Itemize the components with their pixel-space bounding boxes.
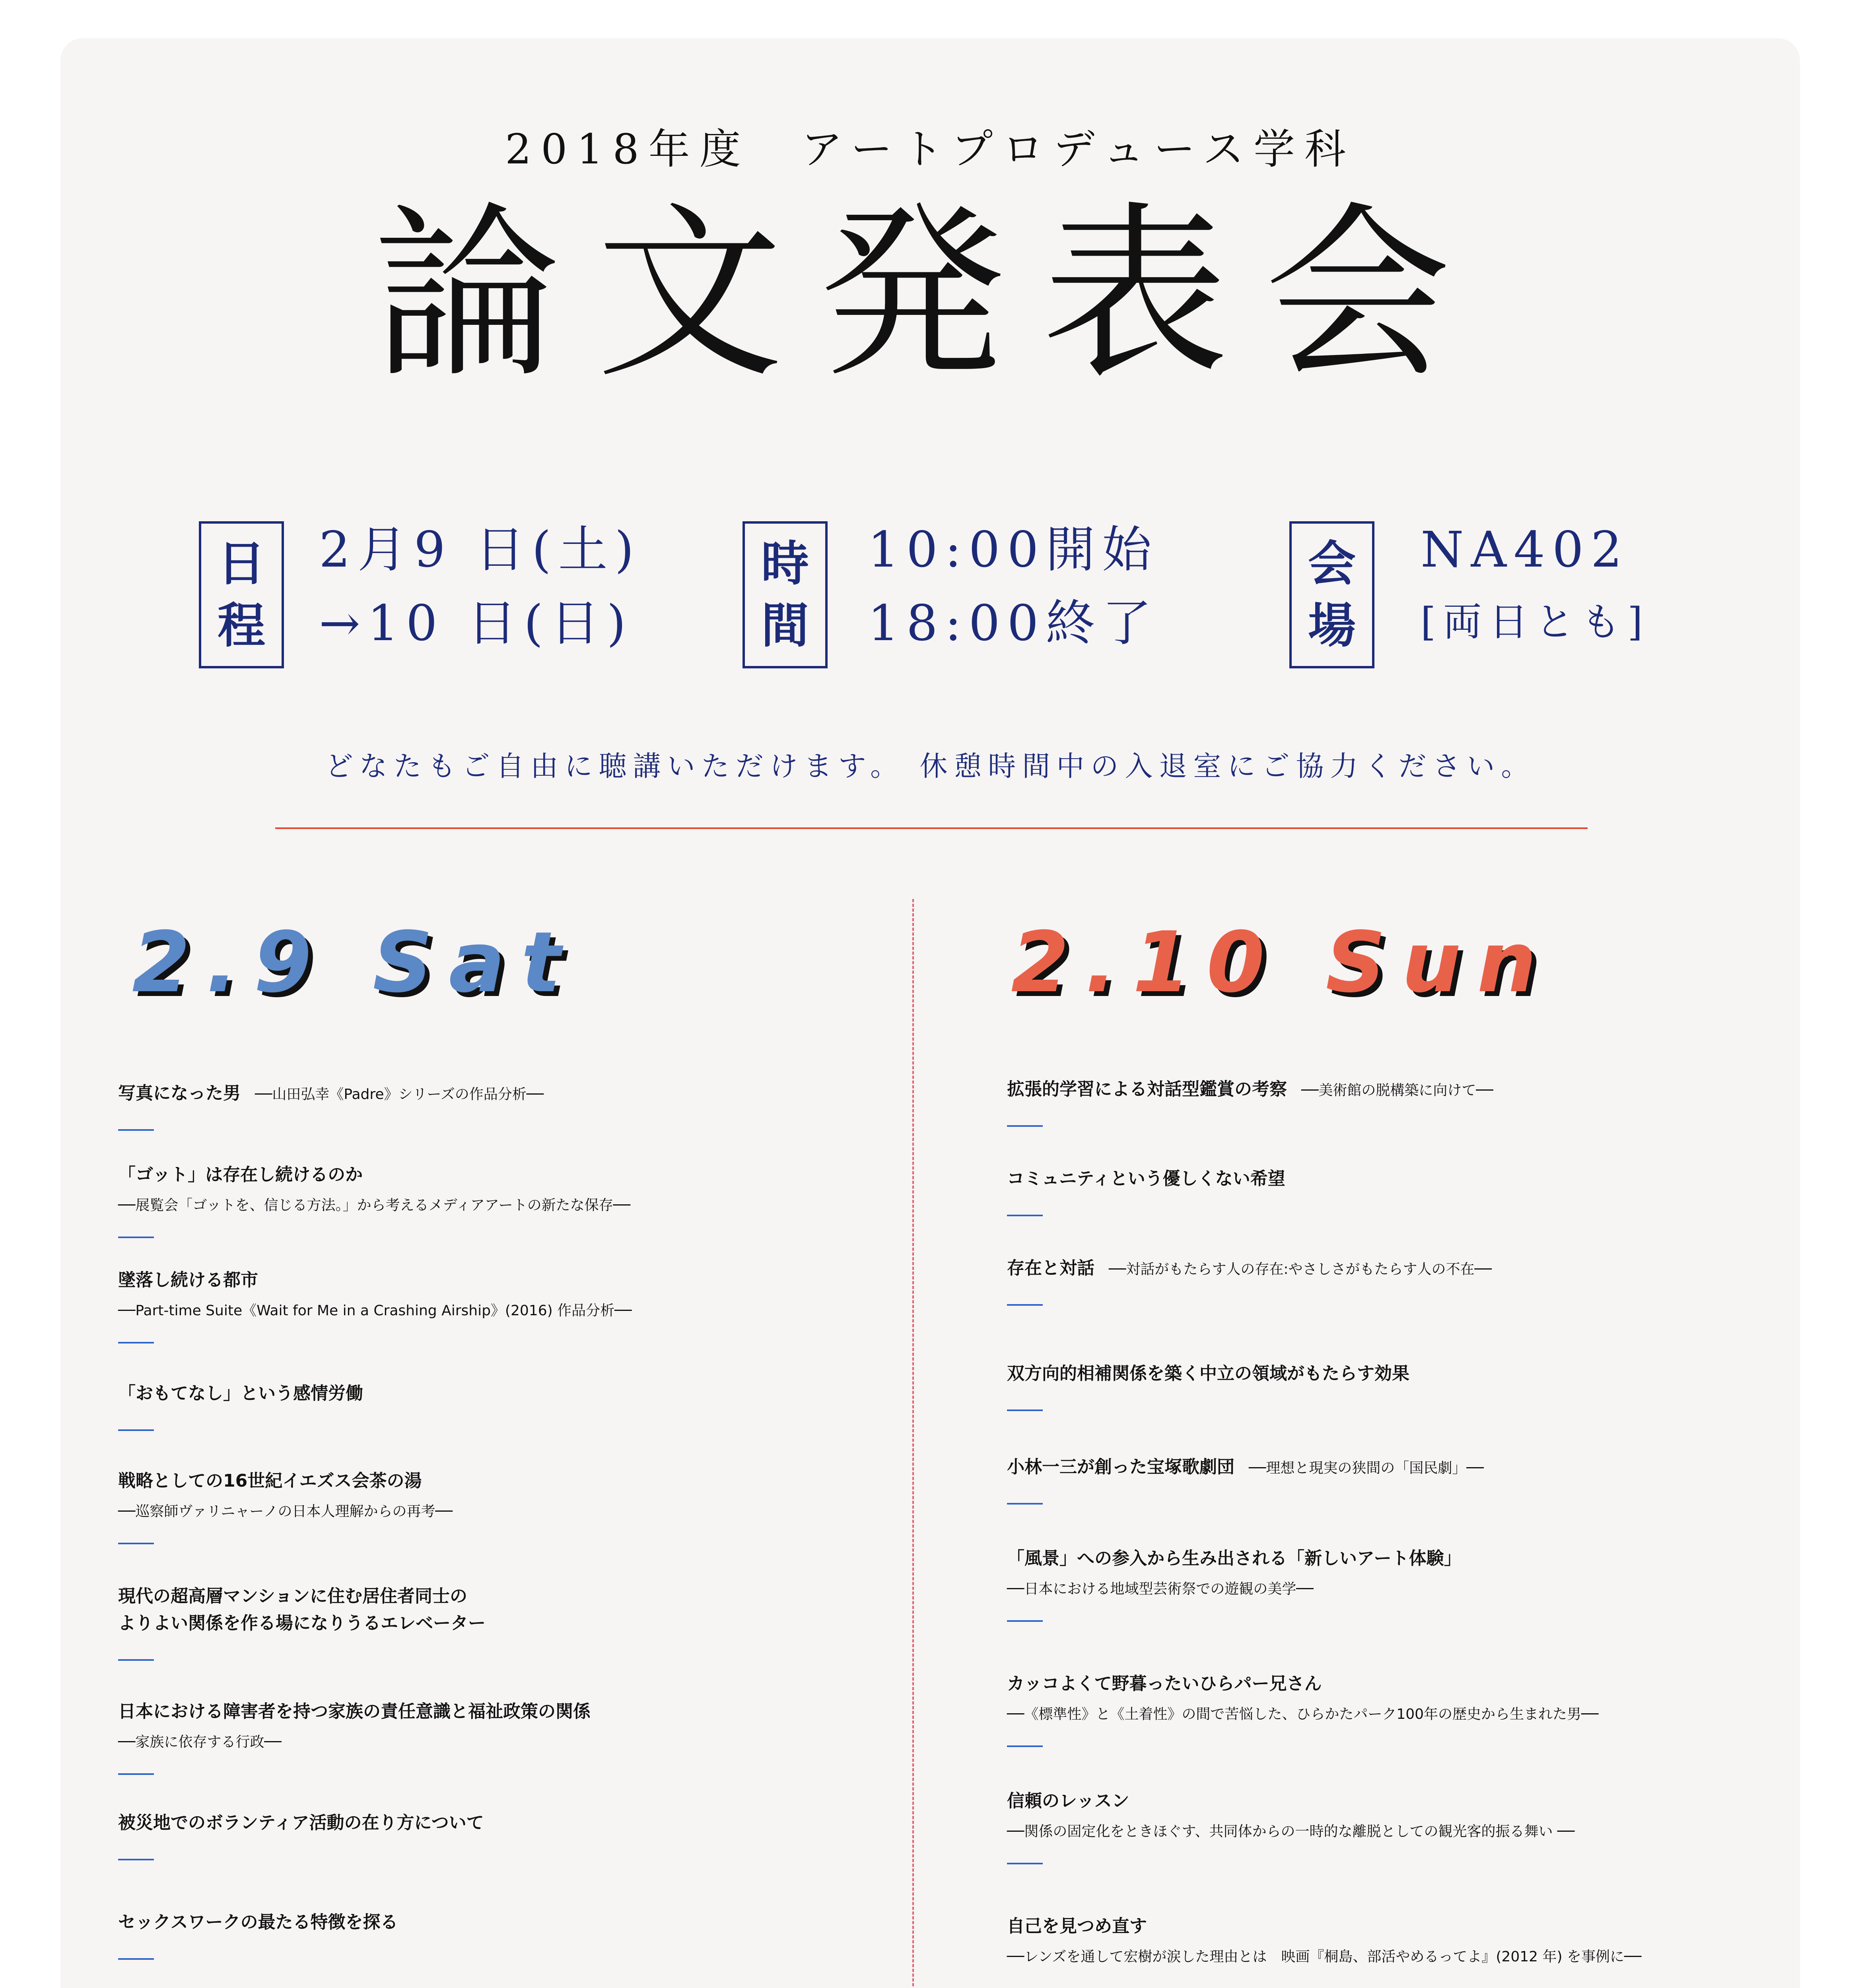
red-divider: [275, 827, 1588, 829]
venue-label-bottom: 場: [1308, 598, 1356, 654]
item-separator: [1007, 1745, 1043, 1747]
presentation-item: [1007, 1670, 1850, 1747]
item-separator: [118, 1237, 154, 1238]
presentation-title-text: 拡張的学習による対話型鑑賞の考察: [1007, 1079, 1287, 1099]
presentation-title: [118, 1809, 910, 1837]
item-separator: [118, 1773, 154, 1775]
item-separator: [118, 1958, 154, 1960]
presentation-title: [1007, 1076, 1850, 1103]
presentation-subtitle: ──Part-time Suite《Wait for Me in a Crashing Airship》(2016) 作品分析──: [118, 1303, 632, 1319]
item-separator: [118, 1543, 154, 1544]
schedule-line-1: 2月9 日(土): [319, 521, 641, 579]
schedule-label-bottom: 程: [218, 598, 265, 654]
venue-line-2: [両日とも]: [1421, 600, 1650, 645]
presentation-item: [1007, 1165, 1850, 1216]
presentation-title-text: 存在と対話: [1007, 1258, 1094, 1278]
presentation-item: [118, 1809, 910, 1860]
presentation-title: [1007, 1913, 1850, 1940]
item-separator: [118, 1859, 154, 1860]
presentation-item: [1007, 1545, 1850, 1622]
presentation-title-text: セックスワークの最たる特徴を探る: [118, 1912, 398, 1932]
schedule-label-top: 日: [218, 536, 265, 592]
presentation-item: [1007, 1255, 1850, 1306]
presentation-title: [1007, 1788, 1850, 1815]
presentation-title-text: 小林一三が創った宝塚歌劇団: [1007, 1457, 1234, 1477]
presentation-title: [1007, 1165, 1850, 1192]
presentation-subtitle: ──理想と現実の狭間の「国民劇」──: [1234, 1460, 1484, 1476]
presentation-title: [118, 1380, 910, 1407]
presentation-title-text: 自己を見つめ直す: [1007, 1916, 1147, 1936]
presentation-title-text: 現代の超高層マンションに住む居住者同士の よりよい関係を作る場になりうるエレベーター: [118, 1586, 486, 1634]
presentation-title-text: 墜落し続ける都市: [118, 1270, 258, 1290]
item-separator: [118, 1129, 154, 1131]
item-separator: [1007, 1215, 1043, 1216]
item-separator: [118, 1429, 154, 1431]
presentation-item: [1007, 1360, 1850, 1411]
presentation-item: [118, 1267, 910, 1343]
presentation-title-text: 被災地でのボランティア活動の在り方について: [118, 1813, 484, 1833]
presentation-title: [1007, 1670, 1850, 1697]
presentation-title: [1007, 1255, 1850, 1282]
presentation-title: [1007, 1360, 1850, 1387]
notice-text: どなたもご自由に聴講いただけます。 休憩時間中の入退室にご協力ください。: [325, 750, 1536, 782]
time-label-top: 時: [761, 536, 809, 592]
presentation-title-text: カッコよくて野暮ったいひらパー兄さん: [1007, 1673, 1322, 1694]
presentation-item: [118, 1583, 910, 1661]
presentation-item: [1007, 1076, 1850, 1127]
presentation-title-text: 「ゴット」は存在し続けるのか: [118, 1165, 363, 1185]
poster-card: [60, 38, 1800, 1988]
presentation-title-text: 「おもてなし」という感情労働: [118, 1383, 363, 1404]
presentation-subtitle: ──山田弘幸《Padre》シリーズの作品分析──: [241, 1086, 544, 1103]
presentation-item: [118, 1468, 910, 1544]
presentation-subtitle: ──家族に依存する行政──: [118, 1734, 282, 1751]
presentation-subtitle: ──展覧会「ゴットを、信じる方法。」から考えるメディアアートの新たな保存──: [118, 1197, 631, 1214]
presentation-title: [1007, 1454, 1850, 1481]
presentation-title-text: コミュニティという優しくない希望: [1007, 1169, 1285, 1189]
item-separator: [1007, 1863, 1043, 1864]
item-separator: [1007, 1503, 1043, 1505]
item-separator: [1007, 1125, 1043, 1127]
presentation-item: [1007, 1788, 1850, 1864]
presentation-title: [1007, 1545, 1850, 1572]
presentation-title: [118, 1698, 910, 1725]
presentation-item: [118, 1698, 910, 1775]
schedule-label: [199, 521, 284, 668]
presentation-item: [1007, 1454, 1850, 1505]
presentation-title: [118, 1267, 910, 1294]
presentation-title-text: 双方向的相補関係を築く中立の領域がもたらす効果: [1007, 1363, 1409, 1384]
day-heading-sun: 2.10 Sun: [1011, 914, 1553, 1011]
presentation-title: [118, 1909, 910, 1936]
time-label-bottom: 間: [761, 598, 809, 654]
presentation-subtitle: ──対話がもたらす人の存在:やさしさがもたらす人の不在──: [1094, 1261, 1492, 1277]
presentation-title: [118, 1583, 910, 1637]
presentation-title: [118, 1080, 910, 1107]
presentation-title: [118, 1161, 910, 1188]
item-separator: [118, 1659, 154, 1661]
presentation-title-text: 信頼のレッスン: [1007, 1791, 1129, 1811]
event-title: 論文発表会: [373, 186, 1487, 403]
venue-label-top: 会: [1308, 536, 1356, 592]
presentation-item: [1007, 1913, 1850, 1988]
presentation-title-text: 戦略としての16世紀イエズス会茶の湯: [118, 1471, 422, 1491]
venue-line-1: NA402: [1421, 521, 1629, 579]
venue-label: [1289, 521, 1374, 668]
item-separator: [118, 1342, 154, 1343]
column-divider: [912, 899, 914, 1988]
presentation-subtitle: ──関係の固定化をときほぐす、共同体からの一時的な離脱としての観光客的振る舞い ──: [1007, 1823, 1575, 1840]
presentation-title-text: 日本における障害者を持つ家族の責任意識と福祉政策の関係: [118, 1701, 591, 1722]
presentation-subtitle: ──美術館の脱構築に向けて──: [1287, 1082, 1493, 1099]
presentation-title: [118, 1468, 910, 1495]
day-heading-sat: 2.9 Sat: [132, 914, 577, 1011]
item-separator: [1007, 1409, 1043, 1411]
time-label: [743, 521, 828, 668]
time-line-2: 18:00終了: [868, 595, 1159, 652]
presentation-subtitle: ──《標準性》と《土着性》の間で苦悩した、ひらかたパーク100年の歴史から生まれた男──: [1007, 1706, 1599, 1723]
presentation-item: [118, 1380, 910, 1431]
schedule-line-2: →10 日(日): [319, 595, 633, 652]
presentation-item: [118, 1909, 910, 1960]
presentation-subtitle: ──巡察師ヴァリニャーノの日本人理解からの再考──: [118, 1503, 453, 1520]
presentation-subtitle: ──日本における地域型芸術祭での遊観の美学──: [1007, 1581, 1314, 1598]
time-line-1: 10:00開始: [868, 521, 1159, 579]
item-separator: [1007, 1620, 1043, 1622]
presentation-title-text: 「風景」への参入から生み出される「新しいアート体験」: [1007, 1548, 1462, 1569]
presentation-title-text: 写真になった男: [118, 1083, 241, 1103]
presentation-item: [118, 1161, 910, 1238]
presentation-subtitle: ──レンズを通して宏樹が涙した理由とは 映画『桐島、部活やめるってよ』(2012 年) を事例に──: [1007, 1949, 1642, 1965]
event-subtitle: 2018年度 アートプロデュース学科: [505, 125, 1356, 173]
item-separator: [1007, 1304, 1043, 1306]
presentation-item: [118, 1080, 910, 1131]
